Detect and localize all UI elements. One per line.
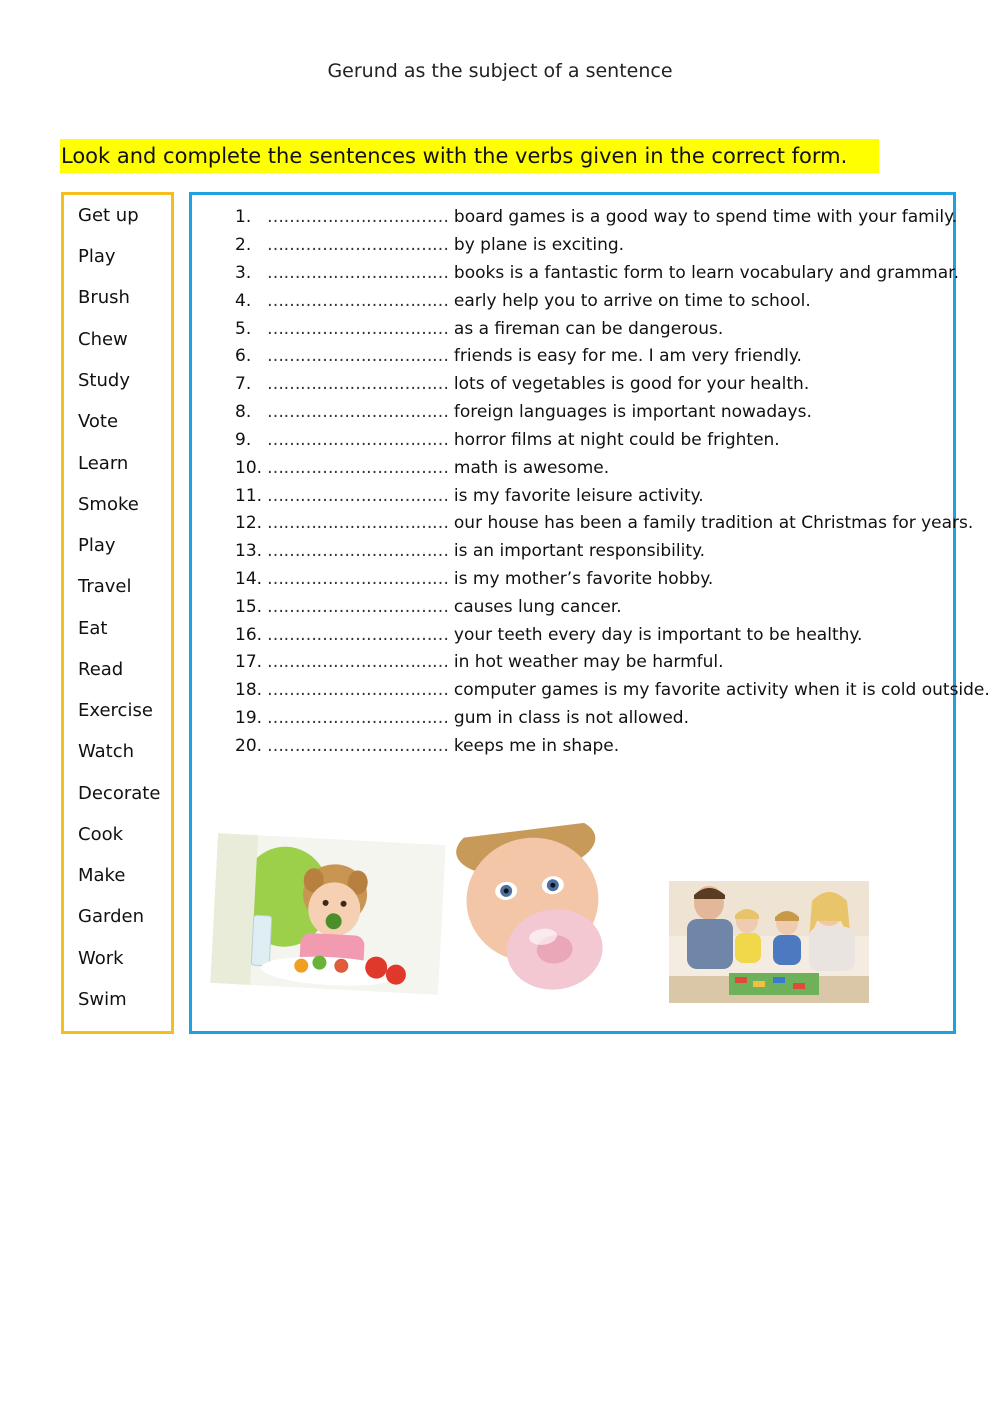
verb-item: Vote bbox=[78, 411, 119, 432]
family-board-game-illustration bbox=[669, 881, 869, 1003]
verb-item: Chew bbox=[78, 329, 128, 350]
verb-item: Get up bbox=[78, 205, 139, 226]
verb-item: Read bbox=[78, 659, 124, 680]
sentence-item: 18. …………………………… computer games is my favorite activity when it is cold outside. bbox=[235, 680, 990, 700]
sentence-box bbox=[189, 192, 990, 1034]
answer-blank[interactable]: …………………………… bbox=[267, 625, 449, 645]
answer-blank[interactable]: …………………………… bbox=[267, 291, 449, 311]
answer-blank[interactable]: …………………………… bbox=[267, 569, 449, 589]
verb-item: Travel bbox=[78, 576, 132, 597]
sentence-item: 13. …………………………… is an important responsibility. bbox=[235, 541, 706, 561]
verb-item: Brush bbox=[78, 287, 130, 308]
sentence-item: 5. …………………………… as a fireman can be dangerous. bbox=[235, 319, 724, 339]
sentence-item: 7. …………………………… lots of vegetables is good for your health. bbox=[235, 374, 810, 394]
answer-blank[interactable]: …………………………… bbox=[267, 374, 449, 394]
answer-blank[interactable]: …………………………… bbox=[267, 207, 449, 227]
sentence-item: 2. …………………………… by plane is exciting. bbox=[235, 235, 625, 255]
sentence-item: 19. …………………………… gum in class is not allowed. bbox=[235, 708, 689, 728]
answer-blank[interactable]: …………………………… bbox=[267, 319, 449, 339]
answer-blank[interactable]: …………………………… bbox=[267, 736, 449, 756]
verb-item: Cook bbox=[78, 824, 124, 845]
answer-blank[interactable]: …………………………… bbox=[267, 513, 449, 533]
verb-item: Study bbox=[78, 370, 130, 391]
sentence-item: 17. …………………………… in hot weather may be harmful. bbox=[235, 652, 724, 672]
verb-item: Eat bbox=[78, 618, 108, 639]
instruction-heading: Look and complete the sentences with the verbs given in the correct form. bbox=[60, 139, 879, 173]
family-board-game-photo bbox=[669, 881, 869, 1003]
answer-blank[interactable]: …………………………… bbox=[267, 541, 449, 561]
answer-blank[interactable]: …………………………… bbox=[267, 680, 449, 700]
sentence-item: 16. …………………………… your teeth every day is important to be healthy. bbox=[235, 625, 863, 645]
answer-blank[interactable]: …………………………… bbox=[267, 430, 449, 450]
sentence-item: 8. …………………………… foreign languages is important nowadays. bbox=[235, 402, 812, 422]
sentence-item: 14. …………………………… is my mother’s favorite hobby. bbox=[235, 569, 714, 589]
verb-item: Make bbox=[78, 865, 126, 886]
boy-bubble-gum-illustration bbox=[445, 815, 668, 1007]
answer-blank[interactable]: …………………………… bbox=[267, 235, 449, 255]
sentence-item: 15. …………………………… causes lung cancer. bbox=[235, 597, 622, 617]
boy-bubble-gum-photo bbox=[445, 815, 668, 1007]
sentence-item: 10. …………………………… math is awesome. bbox=[235, 458, 610, 478]
verb-item: Swim bbox=[78, 989, 127, 1010]
answer-blank[interactable]: …………………………… bbox=[267, 486, 449, 506]
verb-item: Learn bbox=[78, 453, 129, 474]
sentence-item: 20. …………………………… keeps me in shape. bbox=[235, 736, 620, 756]
girl-eating-vegetables-illustration bbox=[210, 833, 446, 995]
answer-blank[interactable]: …………………………… bbox=[267, 402, 449, 422]
answer-blank[interactable]: …………………………… bbox=[267, 263, 449, 283]
verb-item: Decorate bbox=[78, 783, 161, 804]
answer-blank[interactable]: …………………………… bbox=[267, 708, 449, 728]
sentence-item: 4. …………………………… early help you to arrive on time to school. bbox=[235, 291, 811, 311]
verb-item: Watch bbox=[78, 741, 135, 762]
verb-item: Exercise bbox=[78, 700, 153, 721]
girl-eating-vegetables-photo bbox=[210, 833, 446, 995]
verb-item: Smoke bbox=[78, 494, 139, 515]
verb-item: Play bbox=[78, 246, 116, 267]
answer-blank[interactable]: …………………………… bbox=[267, 458, 449, 478]
answer-blank[interactable]: …………………………… bbox=[267, 652, 449, 672]
verb-item: Garden bbox=[78, 906, 144, 927]
sentence-item: 11. …………………………… is my favorite leisure activity. bbox=[235, 486, 704, 506]
verb-item: Work bbox=[78, 948, 124, 969]
verb-list-box bbox=[61, 192, 174, 1034]
answer-blank[interactable]: …………………………… bbox=[267, 346, 449, 366]
verb-item: Play bbox=[78, 535, 116, 556]
sentence-item: 9. …………………………… horror films at night could be frighten. bbox=[235, 430, 780, 450]
sentence-item: 6. …………………………… friends is easy for me. I am very friendly. bbox=[235, 346, 802, 366]
sentence-item: 12. …………………………… our house has been a family tradition at Christmas for years. bbox=[235, 513, 974, 533]
answer-blank[interactable]: …………………………… bbox=[267, 597, 449, 617]
page-title: Gerund as the subject of a sentence bbox=[327, 60, 673, 82]
sentence-item: 3. …………………………… books is a fantastic form to learn vocabulary and grammar. bbox=[235, 263, 959, 283]
sentence-item: 1. …………………………… board games is a good way to spend time with your family. bbox=[235, 207, 958, 227]
